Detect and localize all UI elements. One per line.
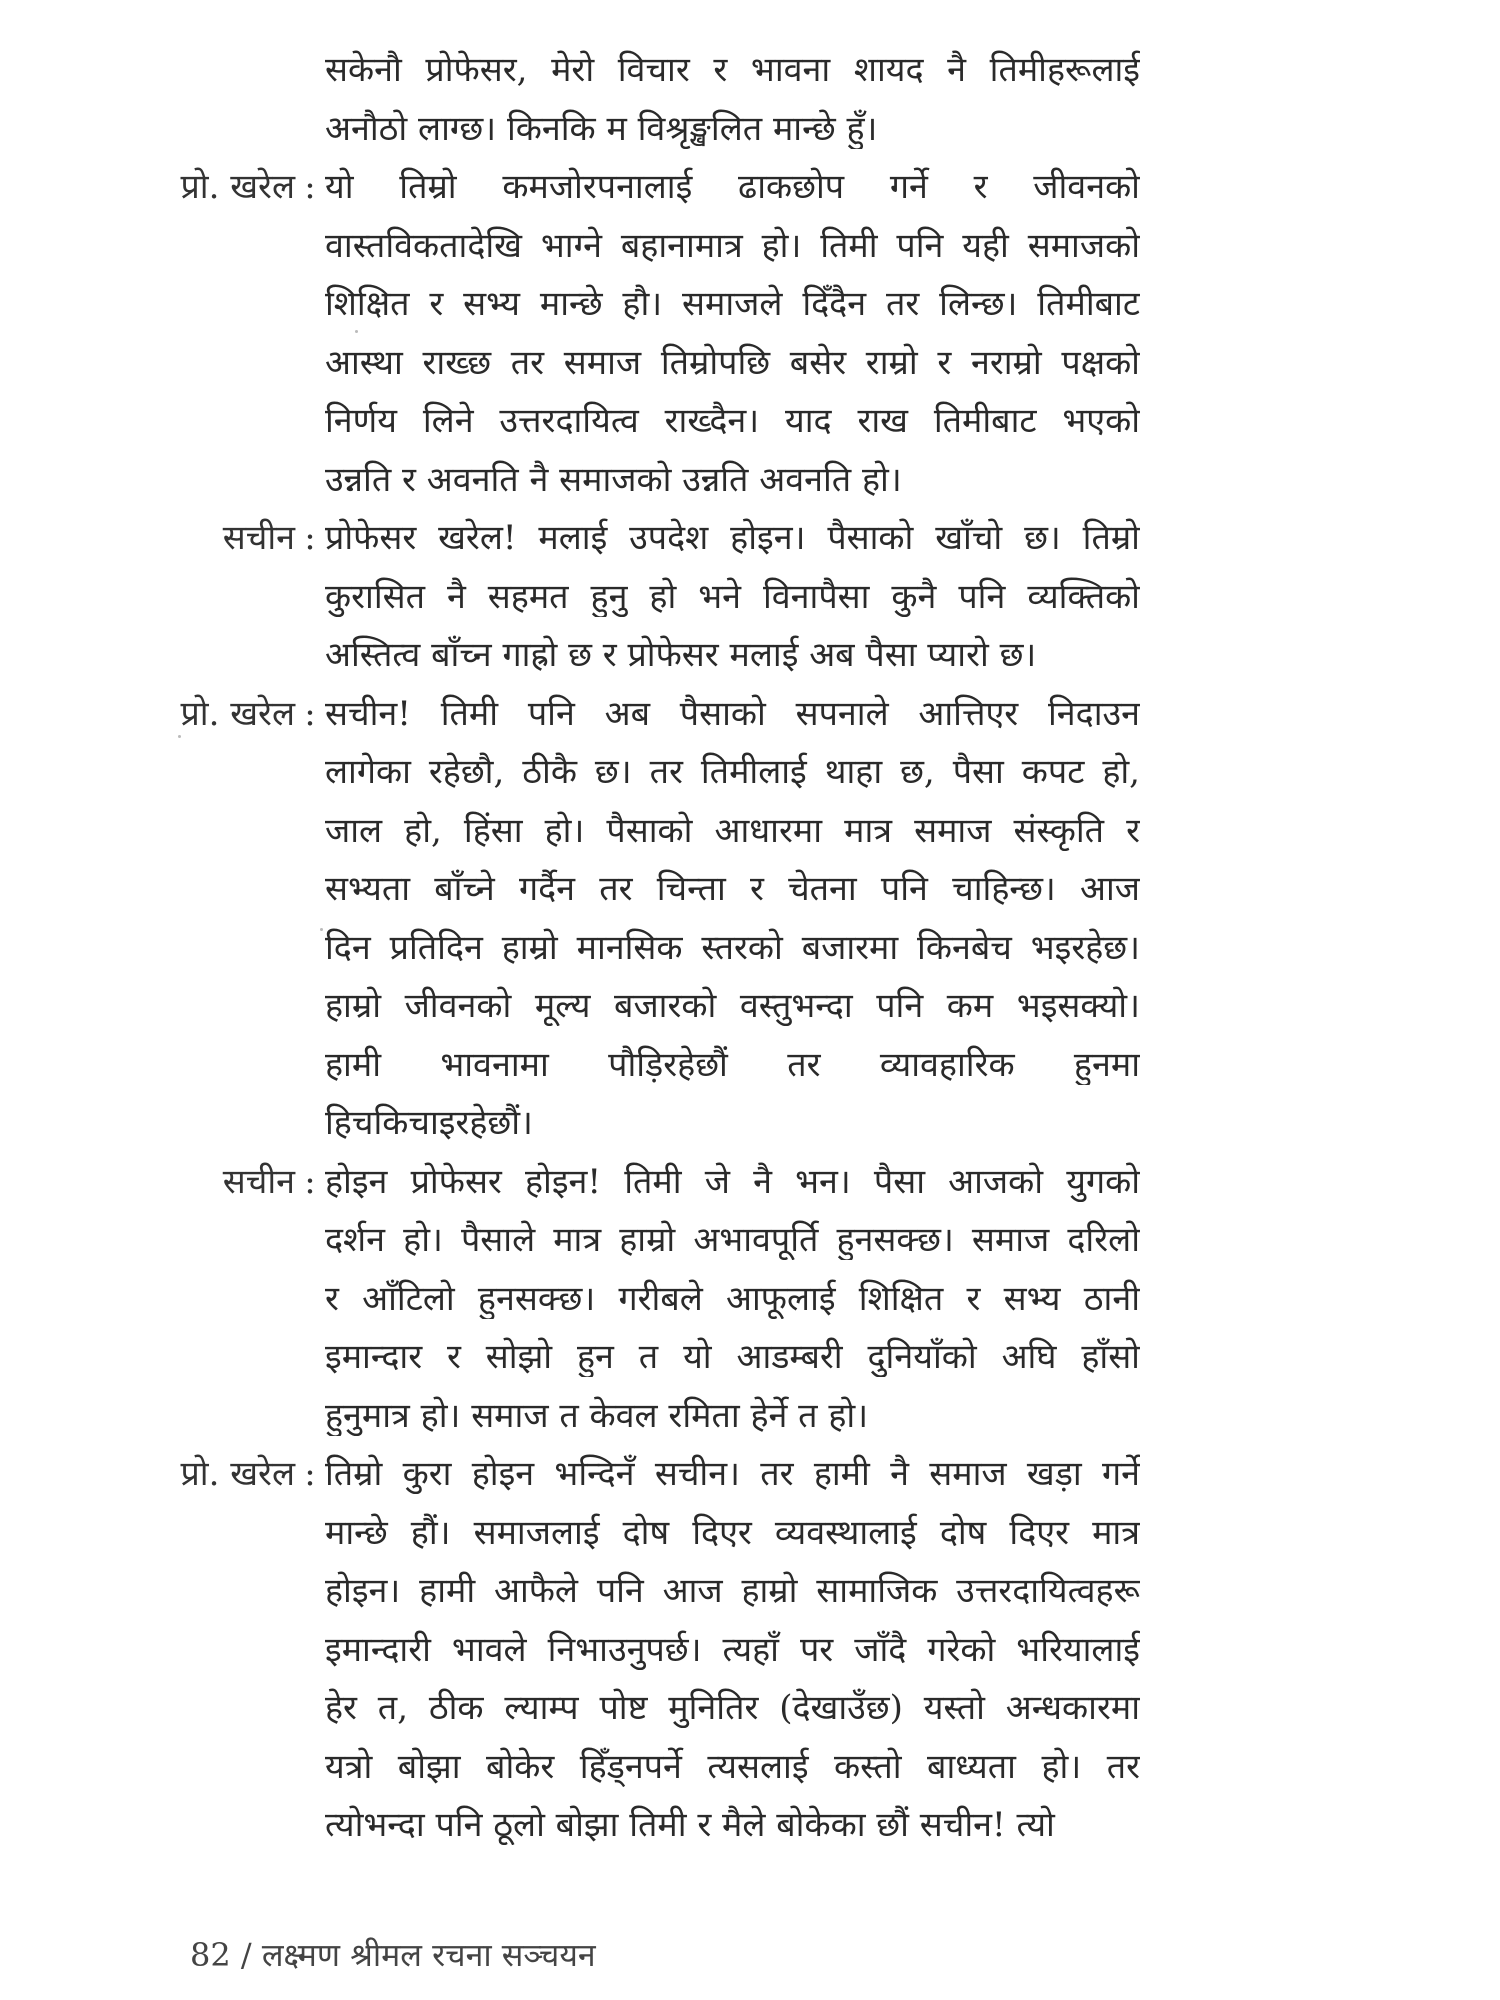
dialogue-line [80,452,1140,511]
dialogue-text: प्रोफेसर खरेल! मलाई उपदेश होइन। पैसाको खाँचो छ। तिम्रो [325,518,1140,558]
dialogue-line [80,920,1140,979]
dialogue-line [80,1680,1140,1739]
dialogue-text: हिचकिचाइरहेछौं। [325,1103,533,1143]
dialogue-line [80,393,1140,452]
speaker-name: प्रो. खरेल [180,167,295,207]
speaker-name [80,276,295,284]
speaker-colon [295,1271,325,1279]
dialogue-line [80,744,1140,803]
dialogue-line [80,569,1140,628]
speaker-colon [295,1622,325,1630]
speaker-colon [295,218,325,226]
speaker-name [80,1271,295,1279]
speaker-name [80,1739,295,1747]
dialogue-line [80,978,1140,1037]
page-footer: 82 / लक्ष्मण श्रीमल रचना सञ्चयन [190,1936,596,1974]
speaker-name [80,978,295,986]
speaker-colon [295,1797,325,1805]
dialogue-text: हेर त, ठीक ल्याम्प पोष्ट मुनितिर (देखाउँछ) यस्तो अन्धकारमा [325,1688,1140,1728]
dialogue-line [80,510,1140,569]
speaker-name [80,627,295,635]
speaker-colon [295,1329,325,1337]
speaker-name [80,393,295,401]
dialogue-text: यो तिम्रो कमजोरपनालाई ढाकछोप गर्ने र जीवनको [325,167,1140,207]
dialogue-line [80,1388,1140,1447]
speaker-colon [295,42,325,50]
speaker-name [80,1797,295,1805]
speaker-name [80,1622,295,1630]
speaker-colon: : [304,1454,316,1494]
dialogue-line [80,276,1140,335]
speaker-colon [295,1388,325,1396]
speaker-colon [295,978,325,986]
speaker-name [80,1505,295,1513]
speaker-colon [295,569,325,577]
dialogue-block [80,42,1140,1856]
dialogue-line [80,686,1140,745]
paper-speck [355,330,358,333]
speaker-colon [295,1739,325,1747]
dialogue-text: निर्णय लिने उत्तरदायित्व राख्दैन। याद राख तिमीबाट भएको [325,401,1140,441]
speaker-name [80,1095,295,1103]
dialogue-line [80,218,1140,277]
speaker-colon [295,1095,325,1103]
dialogue-line [80,1505,1140,1564]
speaker-colon [295,393,325,401]
speaker-colon [295,861,325,869]
dialogue-line [80,1095,1140,1154]
speaker-name [80,218,295,226]
dialogue-line [80,1446,1140,1505]
dialogue-text: र आँटिलो हुनसक्छ। गरीबले आफूलाई शिक्षित र सभ्य ठानी [325,1278,1140,1319]
speaker-colon [295,335,325,343]
dialogue-text: आस्था राख्छ तर समाज तिम्रोपछि बसेर राम्रो र नराम्रो पक्षको [325,342,1140,383]
speaker-name [80,1037,295,1045]
dialogue-text: सचीन! तिमी पनि अब पैसाको सपनाले आत्तिएर निदाउन [325,693,1140,734]
speaker-colon: : [304,1161,316,1202]
dialogue-text: सकेनौ प्रोफेसर, मेरो विचार र भावना शायद नै तिमीहरूलाई [325,50,1140,90]
speaker-name [80,101,295,109]
dialogue-text: उन्नति र अवनति नै समाजको उन्नति अवनति हो। [325,459,902,500]
speaker-colon [295,452,325,460]
speaker-colon: : [304,518,316,558]
speaker-name [80,42,295,50]
speaker-colon [295,1037,325,1045]
dialogue-line [80,1739,1140,1798]
speaker-name [80,1329,295,1337]
dialogue-text: हाम्रो जीवनको मूल्य बजारको वस्तुभन्दा पनि कम भइसक्यो। [325,986,1140,1026]
speaker-colon: : [304,167,316,207]
speaker-colon [295,920,325,928]
speaker-name [80,920,295,928]
dialogue-text: अस्तित्व बाँच्न गाह्रो छ र प्रोफेसर मलाई अब पैसा प्यारो छ। [325,635,1037,675]
speaker-name [80,1563,295,1571]
paper-speck [320,928,323,931]
speaker-colon [295,1563,325,1571]
dialogue-text: इमान्दारी भावले निभाउनुपर्छ। त्यहाँ पर जाँदै गरेको भरियालाई [325,1629,1140,1670]
dialogue-text: सभ्यता बाँच्ने गर्दैन तर चिन्ता र चेतना पनि चाहिन्छ। आज [325,869,1140,909]
speaker-colon [295,1505,325,1513]
speaker-name [80,569,295,577]
dialogue-line [80,1797,1140,1856]
dialogue-line [80,1212,1140,1271]
dialogue-text: इमान्दार र सोझो हुन त यो आडम्बरी दुनियाँको अघि हाँसो [325,1337,1140,1377]
speaker-name [80,803,295,811]
dialogue-text: यत्रो बोझा बोकेर हिँड्नपर्ने त्यसलाई कस्तो बाध्यता हो। तर [325,1746,1140,1787]
speaker-name [80,335,295,343]
speaker-colon [295,101,325,109]
speaker-name [80,744,295,752]
speaker-name: प्रो. खरेल [180,693,295,734]
dialogue-text: तिम्रो कुरा होइन भन्दिनँ सचीन। तर हामी नै समाज खड़ा गर्ने [325,1454,1140,1494]
dialogue-text: दर्शन हो। पैसाले मात्र हाम्रो अभावपूर्ति हुनसक्छ। समाज दरिलो [325,1220,1140,1260]
dialogue-text: हामी भावनामा पौड़िरहेछौं तर व्यावहारिक हुनमा [325,1044,1140,1085]
speaker-name [80,1388,295,1396]
dialogue-text: शिक्षित र सभ्य मान्छे हौ। समाजले दिँदैन तर लिन्छ। तिमीबाट [325,284,1140,324]
dialogue-line [80,1037,1140,1096]
dialogue-line [80,1154,1140,1213]
speaker-name [80,1680,295,1688]
dialogue-line [80,42,1140,101]
speaker-colon [295,744,325,752]
dialogue-line [80,803,1140,862]
paper-speck [178,735,181,738]
dialogue-text: अनौठो लाग्छ। किनकि म विश्रृङ्खलित मान्छे हुँ। [325,108,878,149]
speaker-colon [295,803,325,811]
dialogue-line [80,627,1140,686]
speaker-name: सचीन [222,518,295,558]
speaker-colon: : [304,693,316,734]
speaker-name: प्रो. खरेल [180,1454,295,1494]
dialogue-line [80,159,1140,218]
speaker-colon [295,1212,325,1220]
dialogue-text: त्योभन्दा पनि ठूलो बोझा तिमी र मैले बोकेका छौं सचीन! त्यो [325,1805,1055,1845]
dialogue-line [80,1563,1140,1622]
speaker-name [80,452,295,460]
speaker-name [80,861,295,869]
speaker-name [80,1212,295,1220]
dialogue-line [80,861,1140,920]
dialogue-line [80,101,1140,160]
dialogue-text: होइन। हामी आफैले पनि आज हाम्रो सामाजिक उत्तरदायित्वहरू [325,1571,1140,1611]
speaker-name: सचीन [222,1161,295,1202]
dialogue-text: होइन प्रोफेसर होइन! तिमी जे नै भन। पैसा आजको युगको [325,1161,1140,1202]
speaker-colon [295,1680,325,1688]
dialogue-text: वास्तविकतादेखि भाग्ने बहानामात्र हो। तिमी पनि यही समाजको [325,225,1140,266]
dialogue-text: दिन प्रतिदिन हाम्रो मानसिक स्तरको बजारमा किनबेच भइरहेछ। [325,927,1140,968]
speaker-colon [295,276,325,284]
dialogue-text: हुनुमात्र हो। समाज त केवल रमिता हेर्ने त हो। [325,1395,869,1436]
dialogue-text: जाल हो, हिंसा हो। पैसाको आधारमा मात्र समाज संस्कृति र [325,810,1140,851]
dialogue-text: मान्छे हौं। समाजलाई दोष दिएर व्यवस्थालाई दोष दिएर मात्र [325,1512,1140,1553]
dialogue-line [80,335,1140,394]
dialogue-text: कुरासित नै सहमत हुनु हो भने विनापैसा कुनै पनि व्यक्तिको [325,576,1140,617]
speaker-colon [295,627,325,635]
dialogue-line [80,1271,1140,1330]
dialogue-text: लागेका रहेछौ, ठीकै छ। तर तिमीलाई थाहा छ, पैसा कपट हो, [325,752,1140,792]
dialogue-line [80,1329,1140,1388]
dialogue-line [80,1622,1140,1681]
